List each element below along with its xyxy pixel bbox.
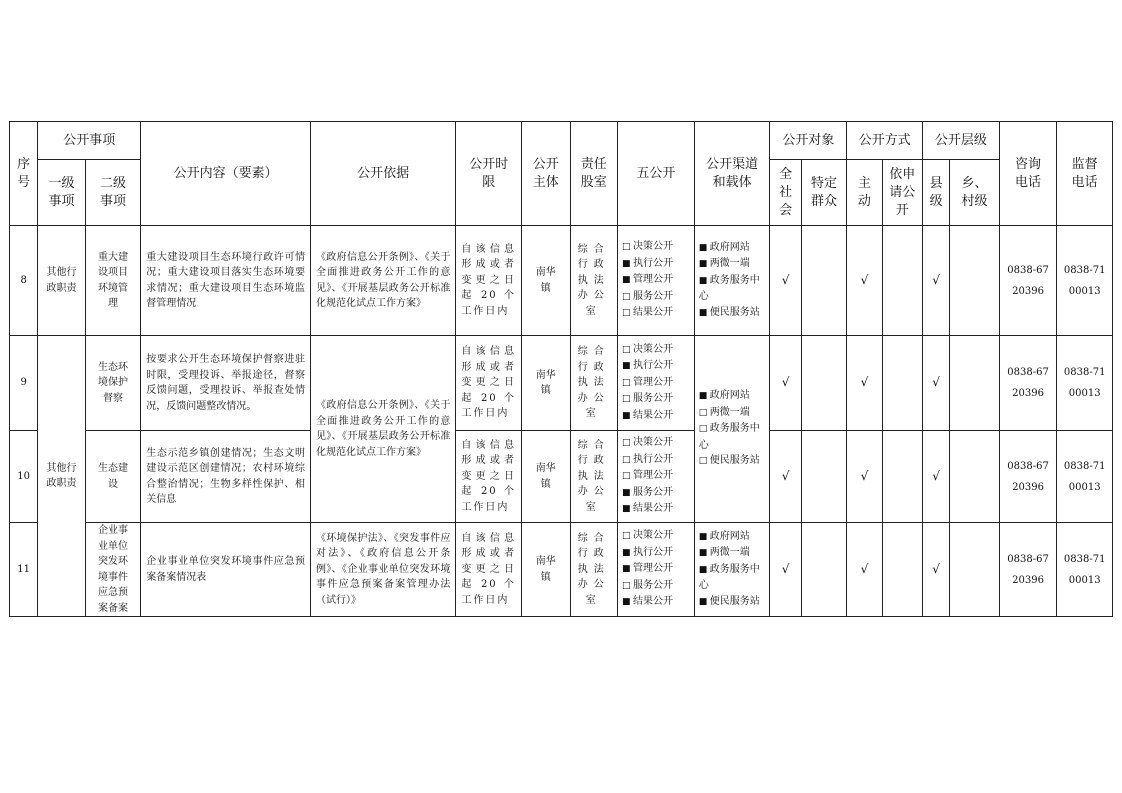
disclosure-table-sheet: [9, 121, 1113, 617]
list-item-label: 服务公开: [632, 579, 673, 591]
header-public-items: 公开事项: [38, 122, 141, 160]
checked-box-icon: ■: [621, 410, 631, 421]
dept-cell: 综合行政执法办公室: [570, 523, 617, 617]
header-m-apply: 依申请公开: [882, 160, 922, 226]
list-item: [699, 405, 766, 422]
checked-box-icon: ■: [621, 597, 631, 608]
list-item: [622, 578, 690, 595]
time-limit-cell: 自该信息形成或者变更之日起 20 个工作日内: [456, 523, 522, 617]
consult-phone-a: 0838-67: [1007, 460, 1049, 472]
header-lv-county: 县级: [922, 160, 949, 226]
unchecked-box-icon: □: [621, 454, 631, 465]
list-item: [699, 240, 766, 257]
five-public-cell: [617, 336, 694, 431]
header-five-public: 五公开: [617, 122, 694, 226]
m-apply-cell: [882, 336, 922, 431]
list-item: [622, 408, 690, 425]
list-item: [622, 239, 690, 256]
check-lv-county: √: [922, 336, 949, 431]
checked-box-icon: ■: [698, 275, 708, 286]
list-item-label: 决策公开: [632, 343, 673, 355]
list-item: [699, 529, 766, 546]
list-item-label: 管理公开: [632, 563, 673, 575]
header-dept: 责任股室: [570, 122, 617, 226]
consult-phone-a: 0838-67: [1007, 553, 1049, 565]
list-item-label: 便民服务站: [709, 306, 760, 318]
list-item: [699, 562, 766, 594]
checked-box-icon: ■: [698, 564, 708, 575]
level2-cell: 重大建设项目环境管理: [85, 226, 141, 336]
consult-phone: [999, 431, 1057, 523]
check-m-active: √: [847, 336, 882, 431]
check-lv-county: √: [922, 226, 949, 336]
list-item: [622, 256, 690, 273]
unchecked-box-icon: □: [698, 407, 708, 418]
list-item-label: 服务公开: [632, 486, 673, 498]
check-m-active: √: [847, 226, 882, 336]
list-item: [699, 388, 766, 405]
check-aud-all: √: [770, 336, 801, 431]
list-item-label: 决策公开: [632, 437, 673, 449]
list-item: [622, 485, 690, 502]
header-audience: 公开对象: [770, 122, 847, 160]
list-item: [622, 289, 690, 306]
list-item: [622, 435, 690, 452]
table-row: [10, 336, 1113, 431]
list-item: [622, 468, 690, 485]
list-item-label: 结果公开: [632, 503, 673, 515]
supervise-phone-b: 00013: [1068, 574, 1101, 586]
basis-cell: 《政府信息公开条例》、《关于全面推进政务公开工作的意见》、《开展基层政务公开标准化规范化试点工作方案》: [310, 226, 455, 336]
header-seq: 序号: [10, 122, 38, 226]
dept-cell: 综合行政执法办公室: [570, 226, 617, 336]
check-lv-county: √: [922, 431, 949, 523]
consult-phone-a: 0838-67: [1007, 264, 1049, 276]
row-seq: 11: [10, 523, 38, 617]
consult-phone-b: 20396: [1012, 388, 1044, 399]
supervise-phone-a: 0838-71: [1063, 553, 1106, 565]
list-item: [622, 305, 690, 322]
channel-cell-merged: [694, 336, 770, 523]
unchecked-box-icon: □: [621, 291, 631, 302]
dept-cell: 综合行政执法办公室: [570, 336, 617, 431]
table-row: [10, 226, 1113, 336]
supervise-phone-a: 0838-71: [1063, 367, 1106, 378]
content-cell: 重大建设项目生态环境行政许可情况；重大建设项目落实生态环境要求情况；重大建设项目生态环境监督管理情况: [141, 226, 311, 336]
level2-cell: 生态环境保护督察: [85, 336, 141, 431]
supervise-phone: [1057, 336, 1113, 431]
supervise-phone-b: 00013: [1068, 285, 1101, 297]
supervise-phone-b: 00013: [1068, 481, 1101, 493]
checked-box-icon: ■: [698, 548, 708, 559]
row-seq: 10: [10, 431, 38, 523]
checked-box-icon: ■: [698, 242, 708, 253]
header-aud-specific: 特定群众: [801, 160, 846, 226]
supervise-phone: [1057, 431, 1113, 523]
list-item-label: 政府网站: [709, 390, 750, 402]
five-public-cell: [617, 431, 694, 523]
list-item-label: 便民服务站: [709, 455, 760, 467]
unchecked-box-icon: □: [621, 531, 631, 542]
checked-box-icon: ■: [698, 307, 708, 318]
list-item: [622, 358, 690, 375]
list-item-label: 结果公开: [632, 409, 673, 421]
unchecked-box-icon: □: [698, 424, 708, 435]
header-supervise: 监督电话: [1057, 122, 1113, 226]
level2-cell: 企业事业单位突发环境事件应急预案备案: [85, 523, 141, 617]
supervise-phone-a: 0838-71: [1063, 264, 1106, 276]
consult-phone-b: 20396: [1012, 285, 1044, 297]
aud-specific-cell: [801, 523, 846, 617]
consult-phone-b: 20396: [1012, 481, 1044, 493]
content-cell: 按要求公开生态环境保护督察进驻时限，受理投诉、举报途径，督察反馈问题，受理投诉、举报查处情况，反馈问题整改情况。: [141, 336, 311, 431]
list-item-label: 政务服务中心: [698, 274, 760, 303]
list-item-label: 执行公开: [632, 546, 673, 558]
list-item-label: 两微一端: [709, 406, 750, 418]
dept-cell: 综合行政执法办公室: [570, 431, 617, 523]
consult-phone-a: 0838-67: [1007, 367, 1049, 378]
unchecked-box-icon: □: [621, 344, 631, 355]
level1-cell-merged: 其他行政职责: [38, 336, 85, 617]
unchecked-box-icon: □: [621, 377, 631, 388]
list-item: [699, 594, 766, 611]
list-item: [622, 452, 690, 469]
list-item-label: 执行公开: [632, 453, 673, 465]
content-cell: 生态示范乡镇创建情况；生态文明建设示范区创建情况；农村环境综合整治情况；生物多样性保护、相关信息: [141, 431, 311, 523]
unchecked-box-icon: □: [698, 456, 708, 467]
check-aud-all: √: [770, 226, 801, 336]
channel-cell: [694, 226, 770, 336]
unchecked-box-icon: □: [621, 242, 631, 253]
list-item-label: 执行公开: [632, 360, 673, 372]
m-apply-cell: [882, 226, 922, 336]
checked-box-icon: ■: [621, 547, 631, 558]
list-item-label: 管理公开: [632, 470, 673, 482]
list-item-label: 服务公开: [632, 393, 673, 405]
channel-cell: [694, 523, 770, 617]
checked-box-icon: ■: [621, 504, 631, 515]
checked-box-icon: ■: [698, 531, 708, 542]
list-item-label: 便民服务站: [709, 595, 760, 607]
header-method: 公开方式: [847, 122, 923, 160]
header-lv-township: 乡、村级: [950, 160, 1000, 226]
aud-specific-cell: [801, 336, 846, 431]
list-item-label: 管理公开: [632, 376, 673, 388]
list-item-label: 管理公开: [632, 274, 673, 286]
five-public-cell: [617, 523, 694, 617]
header-time-limit: 公开时限: [456, 122, 522, 226]
header-content: 公开内容（要素）: [141, 122, 311, 226]
list-item-label: 结果公开: [632, 596, 673, 608]
header-aud-all: 全社会: [770, 160, 801, 226]
list-item-label: 政务服务中心: [698, 563, 760, 592]
basis-cell-merged: 《政府信息公开条例》、《关于全面推进政务公开工作的意见》、《开展基层政务公开标准化规范化试点工作方案》: [310, 336, 455, 523]
header-level1: 一级事项: [38, 160, 85, 226]
checked-box-icon: ■: [698, 596, 708, 607]
aud-specific-cell: [801, 226, 846, 336]
unchecked-box-icon: □: [621, 471, 631, 482]
unchecked-box-icon: □: [621, 580, 631, 591]
time-limit-cell: 自该信息形成或者变更之日起 20 个工作日内: [456, 226, 522, 336]
subject-cell: 南华镇: [522, 226, 570, 336]
list-item: [622, 501, 690, 518]
list-item: [622, 545, 690, 562]
checked-box-icon: ■: [698, 259, 708, 270]
lv-township-cell: [950, 431, 1000, 523]
list-item-label: 执行公开: [632, 257, 673, 269]
header-channel: 公开渠道和载体: [694, 122, 770, 226]
lv-township-cell: [950, 523, 1000, 617]
checked-box-icon: ■: [621, 564, 631, 575]
aud-specific-cell: [801, 431, 846, 523]
consult-phone: [999, 523, 1057, 617]
header-basis: 公开依据: [310, 122, 455, 226]
list-item: [622, 528, 690, 545]
checked-box-icon: ■: [621, 275, 631, 286]
row-seq: 9: [10, 336, 38, 431]
level1-cell: 其他行政职责: [38, 226, 85, 336]
list-item-label: 两微一端: [709, 547, 750, 559]
m-apply-cell: [882, 431, 922, 523]
level2-cell: 生态建设: [85, 431, 141, 523]
supervise-phone: [1057, 226, 1113, 336]
supervise-phone-a: 0838-71: [1063, 460, 1106, 472]
unchecked-box-icon: □: [621, 394, 631, 405]
time-limit-cell: 自该信息形成或者变更之日起 20 个工作日内: [456, 431, 522, 523]
list-item: [699, 305, 766, 322]
list-item: [699, 545, 766, 562]
list-item-label: 结果公开: [632, 307, 673, 319]
list-item-label: 政府网站: [709, 530, 750, 542]
list-item: [699, 421, 766, 453]
row-seq: 8: [10, 226, 38, 336]
consult-phone: [999, 336, 1057, 431]
list-item: [622, 561, 690, 578]
lv-township-cell: [950, 336, 1000, 431]
time-limit-cell: 自该信息形成或者变更之日起 20 个工作日内: [456, 336, 522, 431]
supervise-phone-b: 00013: [1068, 388, 1101, 399]
list-item-label: 政府网站: [709, 241, 750, 253]
checked-box-icon: ■: [621, 487, 631, 498]
header-m-active: 主动: [847, 160, 882, 226]
disclosure-table: [9, 121, 1113, 617]
checked-box-icon: ■: [698, 391, 708, 402]
check-aud-all: √: [770, 431, 801, 523]
list-item-label: 政务服务中心: [698, 423, 760, 451]
content-cell: 企业事业单位突发环境事件应急预案备案情况表: [141, 523, 311, 617]
list-item: [699, 273, 766, 305]
unchecked-box-icon: □: [621, 438, 631, 449]
check-m-active: √: [847, 523, 882, 617]
list-item: [699, 256, 766, 273]
unchecked-box-icon: □: [621, 308, 631, 319]
list-item-label: 决策公开: [632, 530, 673, 542]
list-item-label: 决策公开: [632, 241, 673, 253]
header-subject: 公开主体: [522, 122, 570, 226]
check-aud-all: √: [770, 523, 801, 617]
check-lv-county: √: [922, 523, 949, 617]
table-row: [10, 431, 1113, 523]
list-item: [622, 272, 690, 289]
checked-box-icon: ■: [621, 258, 631, 269]
basis-cell: 《环境保护法》、《突发事件应对法》、《政府信息公开条例》、《企业事业单位突发环境事件应急预案备案管理办法（试行）》: [310, 523, 455, 617]
five-public-cell: [617, 226, 694, 336]
subject-cell: 南华镇: [522, 431, 570, 523]
header-level2: 二级事项: [85, 160, 141, 226]
consult-phone: [999, 226, 1057, 336]
checked-box-icon: ■: [621, 361, 631, 372]
list-item-label: 服务公开: [632, 290, 673, 302]
table-row: [10, 523, 1113, 617]
consult-phone-b: 20396: [1012, 574, 1044, 586]
header-consult: 咨询电话: [999, 122, 1057, 226]
header-level: 公开层级: [922, 122, 999, 160]
supervise-phone: [1057, 523, 1113, 617]
subject-cell: 南华镇: [522, 336, 570, 431]
lv-township-cell: [950, 226, 1000, 336]
check-m-active: √: [847, 431, 882, 523]
subject-cell: 南华镇: [522, 523, 570, 617]
list-item: [622, 391, 690, 408]
list-item: [622, 594, 690, 611]
list-item: [622, 342, 690, 359]
list-item: [622, 375, 690, 392]
list-item-label: 两微一端: [709, 258, 750, 270]
m-apply-cell: [882, 523, 922, 617]
list-item: [699, 453, 766, 470]
